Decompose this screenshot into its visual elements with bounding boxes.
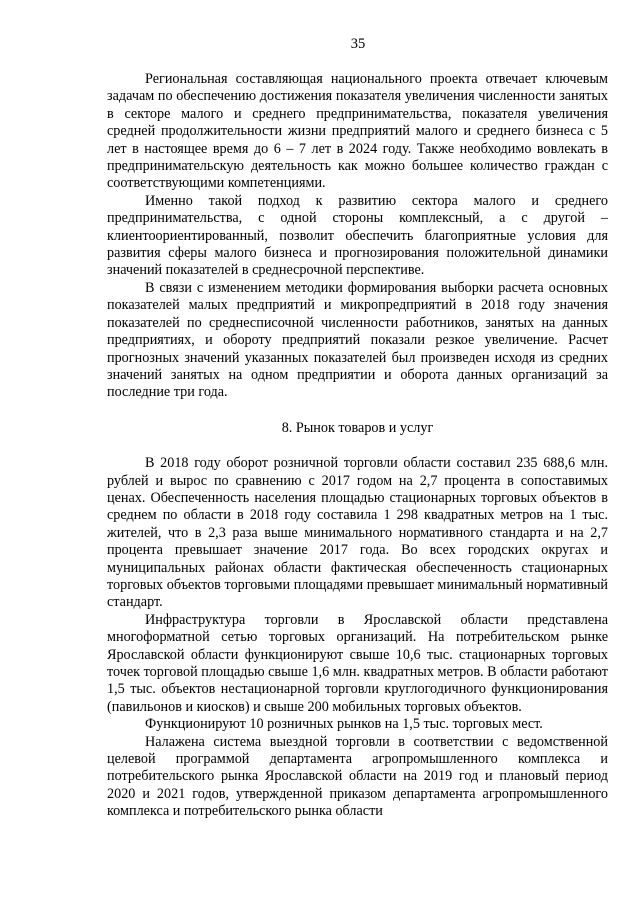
document-body [107,71,608,821]
paragraph-methodology-change: В связи с изменением методики формирования выборки расчета основных показателей малых предприятий и микропредприятий в 2018 году значения показателей по среднесписочной численности работников, занятых на данных предприятиях, и обороту предприятий показали резкое увеличение. Расчет прогнозных значений указанных показателей был произведен исходя из средних значений занятых на одном предприятии и оборота данных организаций за последние три года. [107,279,608,401]
paragraph-approach: Именно такой подход к развитию сектора малого и среднего предпринимательства, с одной стороны комплексный, а с другой – клиентоориентированный, позволит обеспечить благоприятные условия для развития сферы малого бизнеса и прогнозирования положительной динамики значений показателей в среднесрочной перспективе. [107,192,608,279]
paragraph-regional-component: Региональная составляющая национального проекта отвечает ключевым задачам по обеспечению достижения показателя увеличения численности занятых в секторе малого и среднего предпринимательства, показателя увеличения средней продолжительности жизни предприятий малого и среднего бизнеса с 5 лет в настоящее время до 6 – 7 лет в 2024 году. Также необходимо вовлекать в предпринимательскую деятельность как можно большее количество граждан с соответствующими компетенциями. [107,71,608,192]
paragraph-retail-markets: Функционируют 10 розничных рынков на 1,5 тыс. торговых мест. [145,716,543,733]
section-heading: 8. Рынок товаров и услуг [281,419,434,436]
paragraph-mobile-trade: Налажена система выездной торговли в соответствии с ведомственной целевой программой департамента агропромышленного комплекса и потребительского рынка Ярославской области на 2019 год и плановый период 2020 и 2021 годов, утвержденной приказом департамента агропромышленного комплекса и потребительского рынка области [107,733,608,820]
paragraph-trade-infrastructure: Инфраструктура торговли в Ярославской области представлена многоформатной сетью торговых организаций. На потребительском рынке Ярославской области функционируют свыше 10,6 тыс. стационарных торговых точек торговой площадью свыше 1,6 млн. квадратных метров. В области работают 1,5 тыс. объектов нестационарной торговли круглогодичного функционирования (павильонов и киосков) и свыше 200 мобильных торговых объектов. [107,611,608,715]
page-number: 35 [350,36,366,52]
paragraph-retail-turnover: В 2018 году оборот розничной торговли области составил 235 688,6 млн. рублей и вырос по сравнению с 2017 годом на 2,7 процента в сопоставимых ценах. Обеспеченность населения площадью стационарных торговых объектов в среднем по области в 2018 году составила 1 298 квадратных метров на 1 тыс. жителей, что в 2,3 раза выше минимального нормативного стандарта и на 2,7 процента превышает значение 2017 года. Во всех городских округах и муниципальных районах области фактическая обеспеченность стационарных торговых объектов торговыми площадями превышает минимальный нормативный стандарт. [107,455,608,611]
